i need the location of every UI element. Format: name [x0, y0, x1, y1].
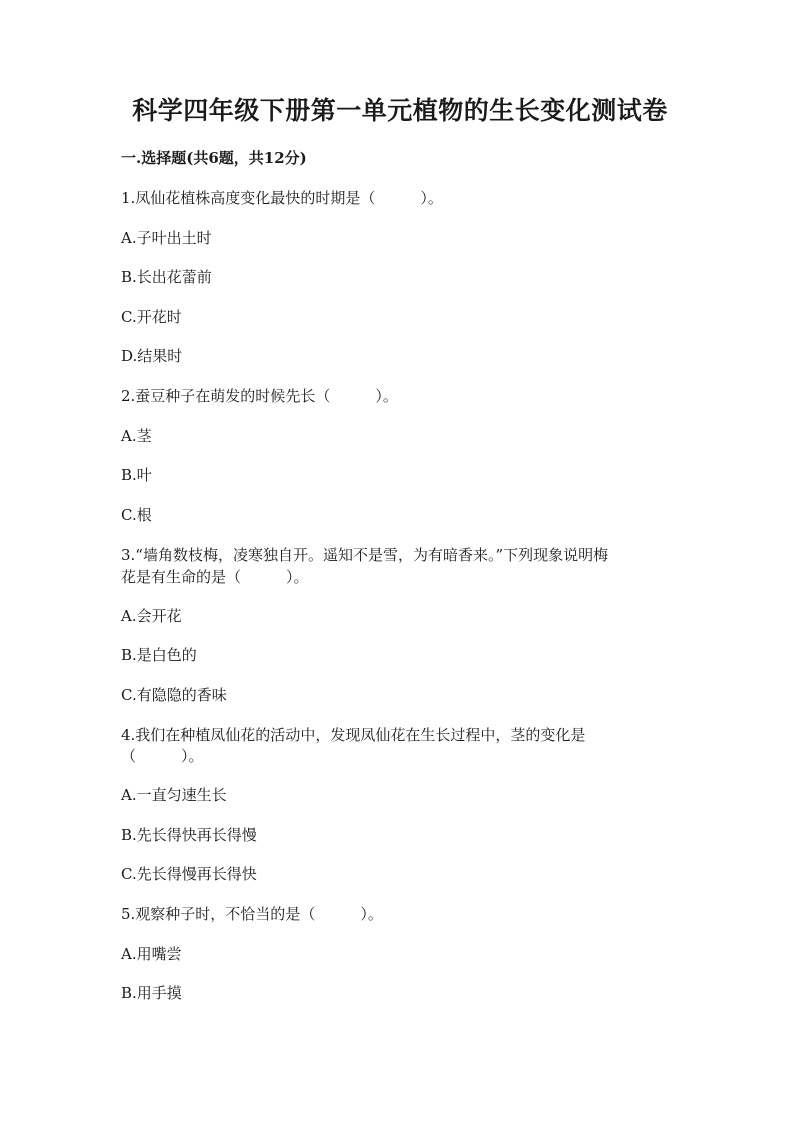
question-4-stem-line-2: （ ）。 [121, 747, 204, 765]
question-3-option-b[interactable]: B.是白色的 [121, 646, 197, 664]
question-1-option-b[interactable]: B.长出花蕾前 [121, 268, 212, 286]
question-4-option-b[interactable]: B.先长得快再长得慢 [121, 826, 257, 844]
question-4-stem-line-1: 4.我们在种植凤仙花的活动中，发现凤仙花在生长过程中，茎的变化是 [121, 726, 586, 744]
section-heading: 一.选择题(共6题，共12分) [121, 149, 307, 167]
question-5-stem: 5.观察种子时，不恰当的是（ ）。 [121, 905, 383, 923]
question-3-option-c[interactable]: C.有隐隐的香味 [121, 686, 227, 704]
question-4-option-a[interactable]: A.一直匀速生长 [121, 786, 227, 804]
question-2-option-c[interactable]: C.根 [121, 506, 152, 524]
question-3-stem-line-1: 3.“墙角数枝梅，凌寒独自开。遥知不是雪，为有暗香来。”下列现象说明梅 [121, 546, 609, 564]
question-2-stem: 2.蚕豆种子在萌发的时候先长（ ）。 [121, 387, 398, 405]
question-2-option-a[interactable]: A.茎 [121, 427, 152, 445]
question-5-option-b[interactable]: B.用手摸 [121, 984, 182, 1002]
question-2-option-b[interactable]: B.叶 [121, 466, 152, 484]
question-1-option-c[interactable]: C.开花时 [121, 308, 182, 326]
question-1-option-a[interactable]: A.子叶出土时 [121, 229, 212, 247]
question-3-stem-line-2: 花是有生命的是（ ）。 [121, 568, 309, 586]
question-5-option-a[interactable]: A.用嘴尝 [121, 945, 182, 963]
question-1-option-d[interactable]: D.结果时 [121, 347, 183, 365]
question-3-option-a[interactable]: A.会开花 [121, 607, 182, 625]
question-4-option-c[interactable]: C.先长得慢再长得快 [121, 865, 257, 883]
question-1-stem: 1.凤仙花植株高度变化最快的时期是（ ）。 [121, 189, 443, 207]
page-title: 科学四年级下册第一单元植物的生长变化测试卷 [132, 96, 668, 125]
